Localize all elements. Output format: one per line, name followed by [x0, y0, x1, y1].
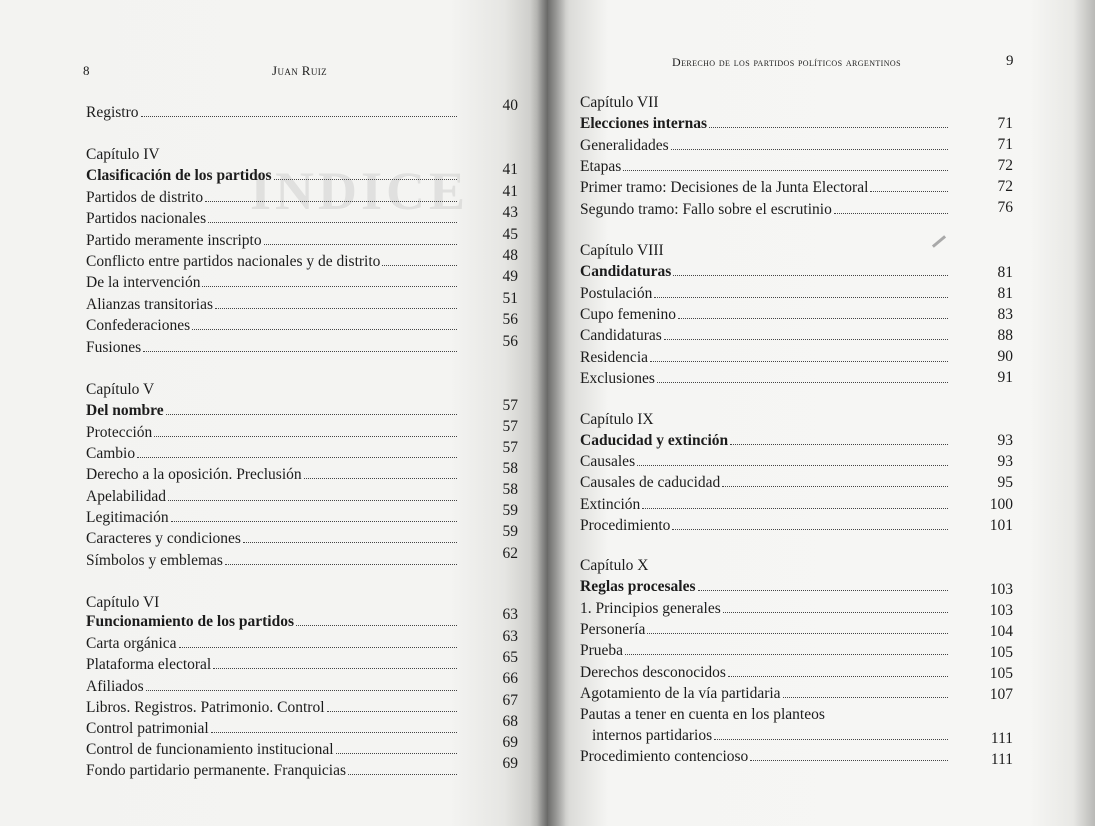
toc-entry [580, 453, 951, 471]
dot-leader [698, 590, 948, 591]
toc-page-number: 68 [502, 713, 518, 730]
toc-entry-title: Fusiones [86, 339, 142, 356]
toc-entry [580, 263, 951, 281]
toc-entry [86, 339, 460, 357]
toc-page-number: 90 [997, 348, 1013, 365]
toc-entry [86, 210, 460, 228]
dot-leader [673, 275, 948, 276]
dot-leader [154, 436, 457, 437]
dot-leader [304, 478, 457, 479]
toc-entry [580, 474, 951, 492]
toc-entry [86, 232, 460, 250]
toc-entry-title: Alianzas transitorias [86, 296, 213, 313]
toc-entry [580, 306, 951, 324]
dot-leader [672, 529, 948, 530]
toc-entry-title: Derechos desconocidos [580, 664, 726, 681]
toc-entry [580, 578, 951, 596]
toc-entry-title: Cambio [86, 445, 136, 462]
toc-page-number: 45 [502, 226, 518, 243]
dot-leader [137, 457, 457, 458]
dot-leader [143, 351, 457, 352]
dot-leader [671, 149, 948, 150]
toc-entry [580, 115, 951, 133]
right-page [548, 0, 1095, 826]
dot-leader [179, 647, 457, 648]
toc-entry [86, 678, 460, 696]
toc-entry [580, 748, 951, 766]
dot-leader [625, 654, 948, 655]
toc-entry-title: Libros. Registros. Patrimonio. Control [86, 699, 325, 716]
toc-entry-title: Etapas [580, 158, 622, 175]
toc-entry-title: Procedimiento [580, 517, 671, 534]
dot-leader [623, 170, 948, 171]
toc-entry [580, 201, 951, 219]
toc-entry-title: Extinción [580, 496, 641, 513]
toc-page-number: 105 [989, 644, 1013, 661]
toc-entry-title: Fondo partidario permanente. Franquicias [86, 762, 346, 779]
toc-entry [86, 741, 460, 759]
dot-leader [166, 414, 457, 415]
dot-leader [637, 465, 948, 466]
toc-page-number: 83 [997, 306, 1013, 323]
toc-entry [86, 530, 460, 548]
toc-entry [86, 104, 460, 122]
left-running-head: Juan Ruiz [272, 63, 328, 78]
dot-leader [709, 127, 948, 128]
toc-entry [580, 179, 951, 197]
toc-page-number: 76 [997, 199, 1013, 216]
toc-entry [86, 253, 460, 271]
toc-entry-title: Caducidad y extinción [580, 432, 729, 449]
toc-entry-title: Elecciones internas [580, 115, 707, 132]
toc-page-number: 81 [997, 264, 1013, 281]
dot-leader [728, 676, 948, 677]
toc-entry [86, 274, 460, 292]
chapter-heading: Capítulo IX [580, 411, 654, 428]
toc-entry [86, 445, 460, 463]
toc-entry [580, 370, 951, 388]
toc-page-number: 103 [989, 581, 1013, 598]
toc-page-number: 49 [502, 268, 518, 285]
toc-page-number: 41 [502, 183, 518, 200]
dot-leader [723, 612, 948, 613]
toc-entry-title: De la intervención [86, 274, 201, 291]
toc-entry-title: Candidaturas [580, 327, 662, 344]
chapter-heading: Capítulo VIII [580, 242, 664, 259]
toc-page-number: 104 [989, 623, 1013, 640]
toc-entry-title: 1. Principios generales [580, 600, 721, 617]
dot-leader [650, 361, 948, 362]
toc-page-number: 62 [502, 545, 518, 562]
toc-entry-title: Plataforma electoral [86, 656, 212, 673]
toc-page-number: 66 [502, 670, 518, 687]
toc-page-number: 59 [502, 502, 518, 519]
toc-entry-title: Legitimación [86, 509, 169, 526]
toc-page-number: 69 [502, 734, 518, 751]
toc-entry-title: Primer tramo: Decisiones de la Junta Electoral [580, 179, 869, 196]
toc-entry [580, 496, 951, 514]
toc-entry [592, 727, 951, 745]
toc-page-number: 81 [997, 285, 1013, 302]
dot-leader [146, 690, 457, 691]
toc-entry-title: Segundo tramo: Fallo sobre el escrutinio [580, 201, 832, 218]
toc-page-number: 88 [997, 327, 1013, 344]
dot-leader [296, 625, 457, 626]
toc-page-number: 67 [502, 692, 518, 709]
toc-entry [580, 621, 951, 639]
dot-leader [205, 201, 457, 202]
toc-page-number: 41 [502, 161, 518, 178]
toc-page-number: 111 [990, 730, 1013, 747]
toc-entry-title: Control de funcionamiento institucional [86, 741, 334, 758]
toc-entry [86, 720, 460, 738]
chapter-heading: Capítulo VI [86, 594, 160, 611]
toc-entry [86, 509, 460, 527]
dot-leader [243, 542, 457, 543]
toc-entry-title: Reglas procesales [580, 578, 696, 595]
toc-page-number: 63 [502, 606, 518, 623]
toc-page-number: 72 [997, 157, 1013, 174]
toc-entry-title: Control patrimonial [86, 720, 209, 737]
dot-leader [192, 329, 457, 330]
dot-leader [730, 444, 948, 445]
dot-leader [141, 116, 457, 117]
toc-entry-title: Causales de caducidad [580, 474, 721, 491]
toc-entry [86, 635, 460, 653]
toc-entry [86, 189, 460, 207]
toc-page-number: 71 [997, 115, 1013, 132]
toc-entry [580, 432, 951, 450]
toc-entry-title: Carta orgánica [86, 635, 177, 652]
toc-entry-title: internos partidarios [592, 727, 713, 744]
dot-leader [382, 265, 457, 266]
toc-entry-title: Personería [580, 621, 646, 638]
toc-entry-title: Partidos nacionales [86, 210, 207, 227]
toc-entry [580, 349, 951, 367]
toc-entry [580, 517, 951, 535]
toc-entry-title: Partidos de distrito [86, 189, 204, 206]
dot-leader [264, 244, 457, 245]
chapter-heading: Capítulo IV [86, 146, 160, 163]
toc-entry [580, 327, 951, 345]
toc-entry-title: Candidaturas [580, 263, 672, 280]
toc-page-number: 40 [502, 97, 518, 114]
toc-entry-title: Postulación [580, 285, 653, 302]
toc-entry-title: Derecho a la oposición. Preclusión [86, 466, 302, 483]
dot-leader [678, 318, 948, 319]
toc-page-number: 58 [502, 460, 518, 477]
toc-entry [86, 552, 460, 570]
toc-entry [86, 296, 460, 314]
toc-page-number: 65 [502, 649, 518, 666]
toc-page-number: 100 [989, 496, 1013, 513]
dot-leader [750, 760, 948, 761]
toc-entry-title: Procedimiento contencioso [580, 748, 749, 765]
toc-entry [86, 699, 460, 717]
toc-entry-title: Símbolos y emblemas [86, 552, 223, 569]
dot-leader [274, 179, 457, 180]
toc-page-number: 111 [990, 751, 1013, 768]
toc-page-number: 103 [989, 602, 1013, 619]
toc-entry [580, 706, 951, 724]
toc-entry [580, 600, 951, 618]
toc-page-number: 93 [997, 453, 1013, 470]
toc-entry-title: Partido meramente inscripto [86, 232, 262, 249]
dot-leader [714, 739, 948, 740]
toc-entry-title: Caracteres y condiciones [86, 530, 241, 547]
toc-entry [86, 167, 460, 185]
toc-entry [86, 488, 460, 506]
toc-page-number: 91 [997, 369, 1013, 386]
toc-page-number: 93 [997, 432, 1013, 449]
toc-entry [580, 685, 951, 703]
dot-leader [348, 774, 457, 775]
dot-leader [336, 753, 457, 754]
chapter-heading: Capítulo VII [580, 94, 659, 111]
dot-leader [213, 668, 457, 669]
toc-entry [580, 642, 951, 660]
toc-entry-title: Generalidades [580, 137, 669, 154]
toc-entry [86, 466, 460, 484]
left-folio: 8 [83, 63, 90, 78]
toc-page-number: 69 [502, 755, 518, 772]
dot-leader [657, 382, 948, 383]
toc-entry [86, 424, 460, 442]
toc-entry [580, 137, 951, 155]
dot-leader [202, 286, 457, 287]
toc-page-number: 58 [502, 481, 518, 498]
toc-entry-title: Clasificación de los partidos [86, 167, 272, 184]
dot-leader [642, 508, 948, 509]
toc-page-number: 48 [502, 247, 518, 264]
dot-leader [225, 564, 457, 565]
dot-leader [171, 521, 457, 522]
toc-page-number: 56 [502, 311, 518, 328]
toc-page-number: 107 [989, 686, 1013, 703]
chapter-heading: Capítulo X [580, 557, 649, 574]
toc-entry [580, 285, 951, 303]
toc-entry-title: Agotamiento de la vía partidaria [580, 685, 781, 702]
toc-entry-title: Causales [580, 453, 636, 470]
toc-page-number: 72 [997, 178, 1013, 195]
ink-speck [932, 235, 946, 248]
dot-leader [211, 732, 457, 733]
toc-entry-title: Confederaciones [86, 317, 191, 334]
toc-entry [86, 762, 460, 780]
toc-entry-title: Exclusiones [580, 370, 655, 387]
toc-page-number: 57 [502, 418, 518, 435]
toc-page-number: 63 [502, 628, 518, 645]
toc-page-number: 71 [997, 136, 1013, 153]
right-folio: 9 [1006, 53, 1014, 69]
toc-entry-title: Del nombre [86, 402, 164, 419]
toc-page-number: 57 [502, 397, 518, 414]
dot-leader [327, 711, 457, 712]
toc-page-number: 43 [502, 204, 518, 221]
toc-page-number: 101 [989, 517, 1013, 534]
toc-entry [86, 656, 460, 674]
toc-entry [580, 158, 951, 176]
toc-entry [86, 317, 460, 335]
toc-entry-title: Protección [86, 424, 153, 441]
toc-page-number: 59 [502, 523, 518, 540]
dot-leader [870, 191, 948, 192]
toc-entry-title: Prueba [580, 642, 624, 659]
show-through-title: INDICE [250, 161, 470, 221]
dot-leader [215, 308, 457, 309]
dot-leader [834, 213, 948, 214]
dot-leader [208, 222, 457, 223]
toc-entry-title: Apelabilidad [86, 488, 167, 505]
toc-entry-title: Residencia [580, 349, 649, 366]
toc-entry-title: Afiliados [86, 678, 144, 695]
toc-page-number: 105 [989, 665, 1013, 682]
toc-page-number: 57 [502, 439, 518, 456]
dot-leader [664, 339, 948, 340]
toc-entry-title: Cupo femenino [580, 306, 676, 323]
book-gutter [530, 0, 566, 826]
toc-entry [580, 664, 951, 682]
toc-page-number: 56 [502, 333, 518, 350]
toc-entry [86, 613, 460, 631]
toc-entry-title: Pautas a tener en cuenta en los planteos [580, 706, 825, 723]
chapter-heading: Capítulo V [86, 381, 155, 398]
dot-leader [168, 500, 457, 501]
toc-entry [86, 402, 460, 420]
toc-entry-title: Registro [86, 104, 139, 121]
dot-leader [783, 697, 948, 698]
dot-leader [722, 486, 948, 487]
toc-page-number: 51 [502, 290, 518, 307]
toc-page-number: 95 [997, 474, 1013, 491]
toc-entry-title: Conflicto entre partidos nacionales y de distrito [86, 253, 381, 270]
dot-leader [647, 633, 948, 634]
toc-entry-title: Funcionamiento de los partidos [86, 613, 294, 630]
dot-leader [654, 297, 948, 298]
right-running-head: Derecho de los partidos políticos argentinos [672, 55, 901, 69]
